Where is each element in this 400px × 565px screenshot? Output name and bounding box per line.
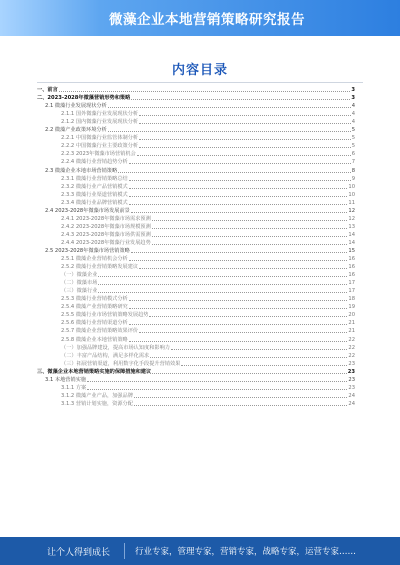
toc-entry-page-number: 16 xyxy=(348,256,355,263)
toc-dot-leader xyxy=(152,220,348,221)
toc-dot-leader xyxy=(129,196,348,197)
toc-dot-leader xyxy=(87,389,347,390)
toc-entry[interactable] xyxy=(37,110,355,118)
toc-entry-page-number: 8 xyxy=(351,167,355,174)
toc-entry[interactable] xyxy=(37,255,355,263)
toc-entry[interactable] xyxy=(37,150,355,158)
toc-dot-leader xyxy=(152,236,348,237)
toc-entry[interactable] xyxy=(37,311,355,319)
toc-entry-page-number: 22 xyxy=(348,344,355,351)
toc-dot-leader xyxy=(152,244,348,245)
footer-divider xyxy=(124,543,125,559)
toc-entry-page-number: 5 xyxy=(351,143,355,150)
toc-entry-title: 2.2.4 微藻行业营销趋势分析 xyxy=(61,159,128,166)
toc-entry[interactable] xyxy=(37,118,355,126)
toc-dot-leader xyxy=(139,123,351,124)
toc-entry[interactable] xyxy=(37,271,355,279)
toc-entry-page-number: 24 xyxy=(348,392,355,399)
toc-entry-page-number: 12 xyxy=(348,215,355,222)
toc-entry-page-number: 23 xyxy=(347,368,355,375)
toc-entry-title: 2.3.4 微藻行业品牌营销模式 xyxy=(61,199,128,206)
toc-entry[interactable] xyxy=(37,175,355,183)
toc-entry[interactable] xyxy=(37,102,355,110)
toc-entry-title: 2.3 微藻企业本地市场营销策略 xyxy=(45,167,118,174)
toc-entry-page-number: 4 xyxy=(351,119,355,126)
toc-entry-title: （三）微藻行业 xyxy=(61,288,98,295)
toc-entry-title: 2.4.1 2023-2028年微藻市场需求预测 xyxy=(61,215,151,222)
toc-entry[interactable] xyxy=(37,384,355,392)
toc-entry-page-number: 13 xyxy=(348,223,355,230)
heading-divider xyxy=(37,82,363,83)
toc-entry[interactable] xyxy=(37,335,355,343)
toc-entry-page-number: 21 xyxy=(348,328,355,335)
toc-entry-page-number: 22 xyxy=(348,352,355,359)
toc-entry-page-number: 4 xyxy=(351,103,355,110)
toc-entry[interactable] xyxy=(37,352,355,360)
toc-entry-title: 3.1.2 微藻产业产品，加强品牌 xyxy=(61,392,133,399)
footer-roles: 行业专家，管理专家，营销专家，战略专家，运营专家…… xyxy=(135,547,357,557)
toc-entry-page-number: 17 xyxy=(348,280,355,287)
page-header-banner xyxy=(0,0,400,36)
toc-entry-title: 3.1.1 方案 xyxy=(61,384,87,391)
toc-entry[interactable] xyxy=(37,247,355,255)
toc-entry-title: 2.1 微藻行业发展现状分析 xyxy=(45,103,107,110)
toc-entry[interactable] xyxy=(37,166,355,174)
toc-entry[interactable] xyxy=(37,400,355,408)
toc-entry[interactable] xyxy=(37,319,355,327)
toc-dot-leader xyxy=(129,180,351,181)
toc-entry[interactable] xyxy=(37,94,355,102)
toc-dot-leader xyxy=(108,107,351,108)
toc-entry[interactable] xyxy=(37,327,355,335)
toc-entry[interactable] xyxy=(37,263,355,271)
toc-entry-page-number: 18 xyxy=(348,296,355,303)
page-footer-banner xyxy=(0,537,400,565)
toc-entry[interactable] xyxy=(37,231,355,239)
toc-entry-title: 2.2 微藻产业政策环境分析 xyxy=(45,127,107,134)
toc-dot-leader xyxy=(131,99,350,100)
toc-entry-title: 二、2023-2028年微藻营销形势和策略 xyxy=(37,95,131,102)
toc-dot-leader xyxy=(118,172,351,173)
toc-entry-title: 一、前言 xyxy=(37,87,58,94)
toc-entry-page-number: 7 xyxy=(351,159,355,166)
toc-entry-title: （一）加强品牌建设，提高市场认知度和影响力 xyxy=(61,344,170,351)
toc-dot-leader xyxy=(129,163,351,164)
toc-entry-page-number: 9 xyxy=(351,175,355,182)
toc-entry-title: 2.5.3 微藻行业营销模式分析 xyxy=(61,296,128,303)
toc-entry-page-number: 10 xyxy=(348,183,355,190)
toc-entry[interactable] xyxy=(37,191,355,199)
toc-dot-leader xyxy=(137,155,351,156)
toc-entry[interactable] xyxy=(37,392,355,400)
toc-entry-title: 2.5 2023-2028年微藻市场营销策略 xyxy=(45,247,130,254)
toc-entry[interactable] xyxy=(37,142,355,150)
toc-entry-page-number: 11 xyxy=(348,199,355,206)
toc-dot-leader xyxy=(139,139,351,140)
toc-entry[interactable] xyxy=(37,239,355,247)
toc-entry[interactable] xyxy=(37,360,355,368)
toc-entry-title: 3.1.3 营销计划实施，资源分配 xyxy=(61,400,133,407)
toc-dot-leader xyxy=(150,357,347,358)
toc-dot-leader xyxy=(181,365,347,366)
toc-entry-title: 2.5.2 微藻行业营销策略发展建议 xyxy=(61,264,139,271)
toc-dot-leader xyxy=(129,188,348,189)
toc-entry-title: 2.2.3 2023年微藻市场营销机会 xyxy=(61,151,136,158)
toc-entry-page-number: 4 xyxy=(351,111,355,118)
toc-entry-page-number: 3 xyxy=(351,95,355,102)
toc-dot-leader xyxy=(98,284,347,285)
toc-entry-title: 2.3.2 微藻行业产品营销模式 xyxy=(61,183,128,190)
toc-entry-page-number: 16 xyxy=(348,264,355,271)
toc-entry[interactable] xyxy=(37,287,355,295)
toc-dot-leader xyxy=(129,204,348,205)
toc-entry[interactable] xyxy=(37,368,355,376)
toc-entry-title: （三）拓展营销渠道，利用数字化手段提升营销效果 xyxy=(61,360,181,367)
toc-entry-title: 2.5.5 微藻行业市场营销策略发展趋势 xyxy=(61,312,149,319)
toc-dot-leader xyxy=(129,341,348,342)
toc-entry-page-number: 14 xyxy=(348,231,355,238)
toc-entry[interactable] xyxy=(37,344,355,352)
toc-entry-page-number: 19 xyxy=(348,304,355,311)
toc-entry[interactable] xyxy=(37,199,355,207)
toc-entry[interactable] xyxy=(37,295,355,303)
toc-entry-page-number: 20 xyxy=(348,312,355,319)
toc-dot-leader xyxy=(134,405,347,406)
toc-dot-leader xyxy=(139,115,351,116)
toc-entry-title: 2.2.2 中国微藻行业主要政策分析 xyxy=(61,143,139,150)
toc-dot-leader xyxy=(131,212,348,213)
toc-entry-title: （二）丰富产品结构，满足多样化需求 xyxy=(61,352,150,359)
toc-entry-page-number: 23 xyxy=(348,376,355,383)
toc-entry-page-number: 5 xyxy=(351,135,355,142)
toc-entry-title: 2.5.8 微藻企业本地营销策略 xyxy=(61,336,128,343)
toc-entry-page-number: 17 xyxy=(348,288,355,295)
toc-dot-leader xyxy=(129,324,348,325)
toc-dot-leader xyxy=(98,276,347,277)
toc-entry[interactable] xyxy=(37,223,355,231)
toc-dot-leader xyxy=(129,260,348,261)
toc-entry-title: 2.1.2 国内微藻行业发展现状分析 xyxy=(61,119,139,126)
toc-entry-page-number: 10 xyxy=(348,191,355,198)
toc-entry[interactable] xyxy=(37,303,355,311)
toc-entry-page-number: 22 xyxy=(348,336,355,343)
toc-entry-title: （一）微藻企业 xyxy=(61,272,98,279)
toc-dot-leader xyxy=(139,332,347,333)
toc-dot-leader xyxy=(59,91,351,92)
toc-entry-title: （二）微藻市场 xyxy=(61,280,98,287)
toc-entry-title: 2.4.2 2023-2028年微藻市场规模预测 xyxy=(61,223,151,230)
toc-entry-title: 2.3.1 微藻行业营销策略总结 xyxy=(61,175,128,182)
report-title: 微藻企业本地营销策略研究报告 xyxy=(109,12,305,28)
toc-entry-title: 2.4.4 2023-2028年微藻行业发展趋势 xyxy=(61,239,151,246)
toc-dot-leader xyxy=(152,228,348,229)
toc-entry-page-number: 16 xyxy=(348,272,355,279)
toc-dot-leader xyxy=(87,381,347,382)
toc-entry-title: 2.5.1 微藻企业营销机会分析 xyxy=(61,256,128,263)
toc-entry-page-number: 21 xyxy=(348,320,355,327)
toc-entry-page-number: 23 xyxy=(348,360,355,367)
toc-entry-title: 2.1.1 国外微藻行业发展现状分析 xyxy=(61,111,139,118)
toc-entry[interactable] xyxy=(37,158,355,166)
toc-dot-leader xyxy=(131,252,348,253)
toc-entry-page-number: 5 xyxy=(351,127,355,134)
toc-entry[interactable] xyxy=(37,134,355,142)
toc-dot-leader xyxy=(152,373,347,374)
toc-entry[interactable] xyxy=(37,126,355,134)
toc-entry-page-number: 15 xyxy=(348,247,355,254)
toc-entry-page-number: 3 xyxy=(351,87,355,94)
toc-entry-page-number: 23 xyxy=(348,384,355,391)
toc-entry[interactable] xyxy=(37,183,355,191)
toc-dot-leader xyxy=(149,316,347,317)
toc-entry-page-number: 14 xyxy=(348,239,355,246)
toc-dot-leader xyxy=(129,300,348,301)
toc-entry-page-number: 6 xyxy=(351,151,355,158)
toc-dot-leader xyxy=(134,397,347,398)
toc-dot-leader xyxy=(108,131,351,132)
toc-entry[interactable] xyxy=(37,215,355,223)
toc-entry-title: 2.4 2023-2028年微藻市场发展前景 xyxy=(45,207,130,214)
toc-entry[interactable] xyxy=(37,86,355,94)
toc-entry-page-number: 12 xyxy=(348,207,355,214)
toc-entry[interactable] xyxy=(37,207,355,215)
toc-entry-title: 2.3.3 微藻行业渠道营销模式 xyxy=(61,191,128,198)
toc-entry-title: 三、微藻企业本地营销策略实施的保障措施和建议 xyxy=(37,368,152,375)
toc-dot-leader xyxy=(171,349,347,350)
toc-dot-leader xyxy=(139,268,347,269)
table-of-contents xyxy=(37,86,355,408)
toc-heading: 内容目录 xyxy=(171,63,228,78)
toc-dot-leader xyxy=(129,308,348,309)
toc-entry-page-number: 24 xyxy=(348,400,355,407)
toc-entry-title: 2.4.3 2023-2028年微藻市场供需预测 xyxy=(61,231,151,238)
toc-entry-title: 2.5.6 微藻行业营销渠道分析 xyxy=(61,320,128,327)
toc-entry[interactable] xyxy=(37,279,355,287)
toc-entry-title: 3.1 本地营销实施 xyxy=(45,376,87,383)
toc-dot-leader xyxy=(139,147,351,148)
footer-slogan: 让个人得到成长 xyxy=(47,548,111,558)
toc-entry-title: 2.2.1 中国微藻行业监管体制分析 xyxy=(61,135,139,142)
toc-dot-leader xyxy=(98,292,347,293)
toc-entry-title: 2.5.4 微藻产业营销策略研究 xyxy=(61,304,128,311)
toc-entry[interactable] xyxy=(37,376,355,384)
toc-entry-title: 2.5.7 微藻企业营销策略效果评价 xyxy=(61,328,139,335)
